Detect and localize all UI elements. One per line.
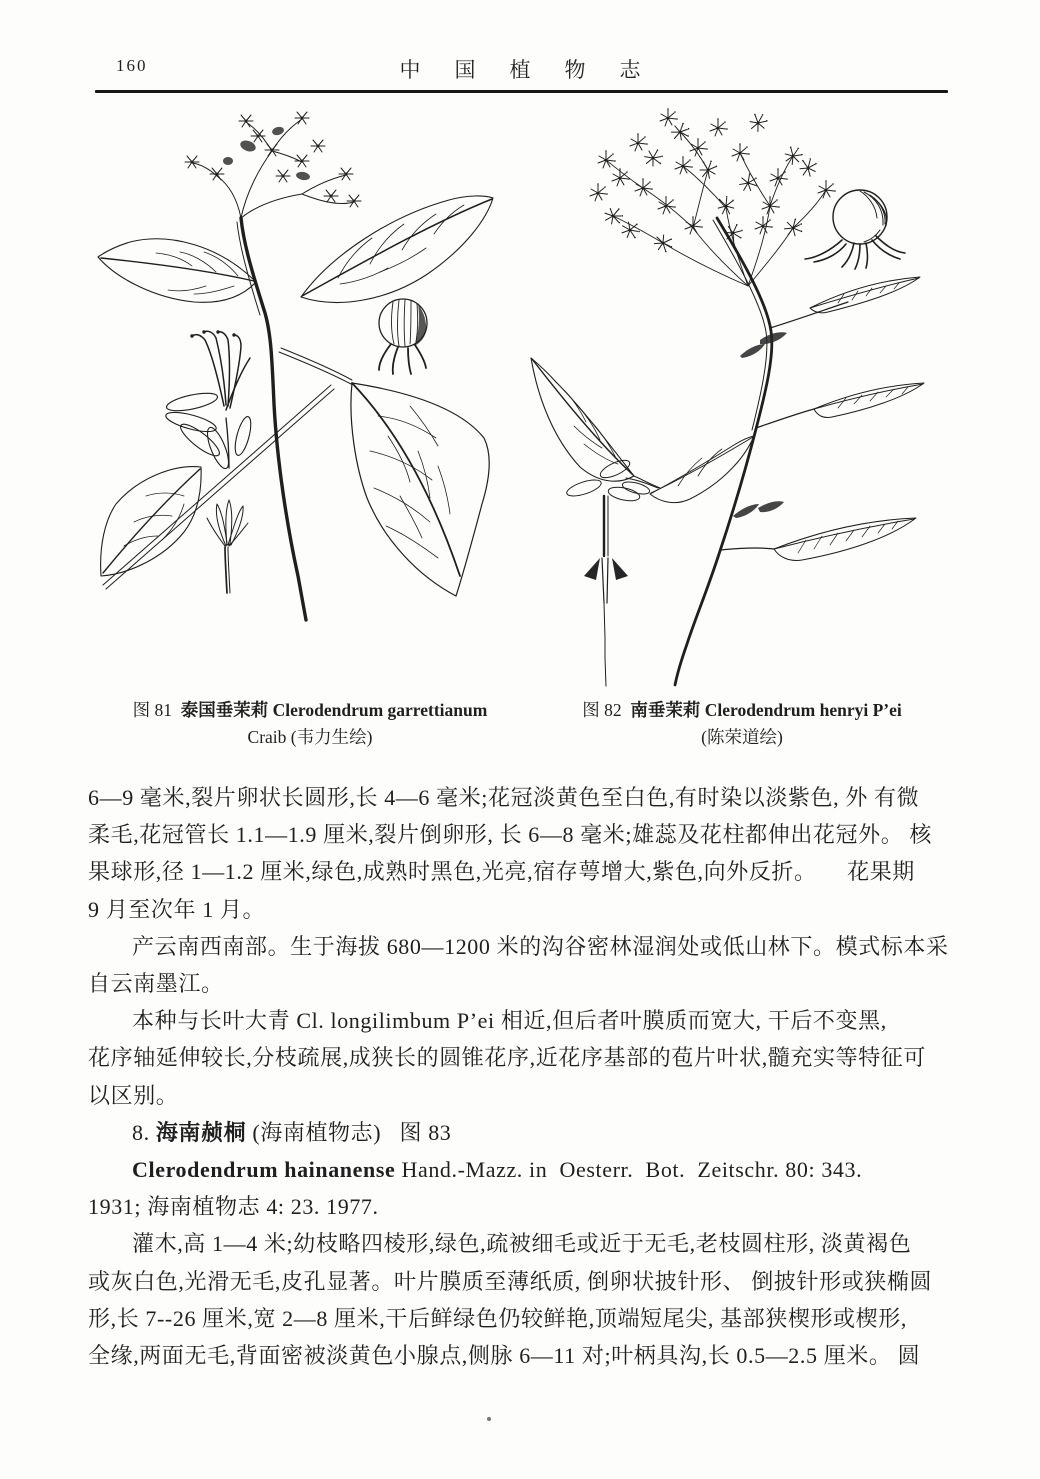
- figure-81-label: 图 81: [132, 700, 173, 720]
- fruit-detail: [379, 299, 427, 374]
- figure-81-author: Craib: [247, 727, 287, 747]
- figure-81-caption: [105, 697, 515, 751]
- leaf: [98, 239, 256, 302]
- leaf: [770, 277, 920, 328]
- bract-leaves: [598, 457, 658, 497]
- scan-speck: [487, 1417, 491, 1421]
- stem: [237, 218, 306, 620]
- species-heading: [88, 1114, 956, 1151]
- figure-82-caption-line1: [542, 697, 942, 724]
- leaf: [756, 383, 924, 428]
- figure-82-cn-name: 南垂茉莉: [630, 700, 701, 720]
- body-line: 9 月至次年 1 月。: [88, 896, 266, 922]
- species-number: 8.: [132, 1119, 150, 1145]
- latin-name-inline: Cl. longilimbum P’ei: [296, 1008, 495, 1034]
- species-latin-name: Clerodendrum hainanense: [132, 1157, 396, 1183]
- species-citation: Hand.-Mazz. in Oesterr. Bot. Zeitschr. 80: 343.: [395, 1157, 863, 1183]
- leaf: [301, 196, 493, 303]
- body-line: 或灰白色,光滑无毛,皮孔显著。叶片膜质至薄纸质, 倒卵状披针形、 倒披针形或狭椭圆: [88, 1268, 933, 1294]
- inflorescence-sketch: [185, 112, 361, 218]
- branch: [103, 385, 334, 589]
- figure-81-caption-line2: [105, 724, 515, 751]
- species-source: (海南植物志): [252, 1119, 382, 1145]
- bracts: [733, 332, 787, 518]
- body-line: 灌木,高 1—4 米;幼枝略四棱形,绿色,疏被细毛或近于无毛,老枝圆柱形, 淡黄褐色: [132, 1231, 912, 1257]
- figure-81-latin-name: Clerodendrum garrettianum: [272, 700, 488, 720]
- calyx-detail: [207, 500, 248, 593]
- figure-82-drawing: [508, 98, 938, 690]
- figure-81-artist: (韦力生绘): [290, 727, 373, 747]
- body-line: 产云南西南部。生于海拔 680—1200 米的沟谷密林湿润处或低山林下。模式标本采: [132, 933, 949, 959]
- body-line: [88, 1002, 956, 1039]
- figure-82-latin-name: Clerodendrum henryi P’ei: [704, 700, 902, 720]
- figure-82-artist: (陈荣道绘): [701, 727, 783, 747]
- figure-82-label: 图 82: [582, 700, 622, 720]
- figure-82-illustration: [508, 98, 938, 690]
- fruit-detail: [805, 190, 905, 269]
- body-line: 6—9 毫米,裂片卵状长圆形,长 4—6 毫米;花冠淡黄色至白色,有时染以淡紫色, 外 有微: [88, 785, 920, 810]
- page-number: 160: [116, 56, 148, 75]
- body-text-segment: 相近,但后者叶膜质而宽大, 干后不变黑,: [494, 1008, 887, 1034]
- body-line: 全缘,两面无毛,背面密被淡黄色小腺点,侧脉 6—11 对;叶柄具沟,长 0.5—2.5 厘米。 圆: [88, 1343, 921, 1369]
- body-text-segment: 本种与长叶大青: [132, 1008, 297, 1034]
- body-line: 柔毛,花冠管长 1.1—1.9 厘米,裂片倒卵形, 长 6—8 毫米;雄蕊及花柱都伸出花冠外。 核: [88, 822, 933, 848]
- figure-81-cn-name: 泰国垂茉莉: [180, 700, 269, 720]
- body-line: 自云南墨江。: [88, 971, 224, 997]
- body-line: 果球形,径 1—1.2 厘米,绿色,成熟时黑色,光亮,宿存萼增大,紫色,向外反折。 花果期: [88, 859, 915, 885]
- species-citation-line2: 1931; 海南植物志 4: 23. 1977.: [88, 1194, 379, 1220]
- figure-81-drawing: [88, 106, 506, 691]
- body-line: 以区别。: [88, 1082, 179, 1108]
- body-line: 形,长 7--26 厘米,宽 2—8 厘米,干后鲜绿色仍较鲜艳,顶端短尾尖, 基部狭楔形或楔形,: [88, 1305, 907, 1331]
- leaf: [279, 348, 489, 596]
- species-citation-line1: [88, 1151, 956, 1188]
- leaf: [531, 358, 660, 488]
- figure-82-caption: [542, 697, 942, 751]
- flower-detail: [164, 330, 254, 471]
- book-title: 中国植物志: [399, 58, 675, 82]
- leaf: [720, 518, 916, 560]
- figure-82-caption-line2: [542, 724, 942, 751]
- calyx-detail: [565, 477, 641, 686]
- figure-81-illustration: [88, 106, 506, 691]
- body-line: 花序轴延伸较长,分枝疏展,成狭长的圆锥花序,近花序基部的苞片叶状,髓充实等特征可: [88, 1045, 927, 1071]
- header-rule: [95, 90, 948, 93]
- body-text: [88, 779, 956, 1374]
- inflorescence: [590, 108, 836, 286]
- leaf: [101, 467, 202, 576]
- species-figure-ref: 图 83: [399, 1119, 452, 1145]
- species-cn-name: 海南赪桐: [155, 1119, 247, 1145]
- figure-81-caption-line1: [105, 697, 515, 724]
